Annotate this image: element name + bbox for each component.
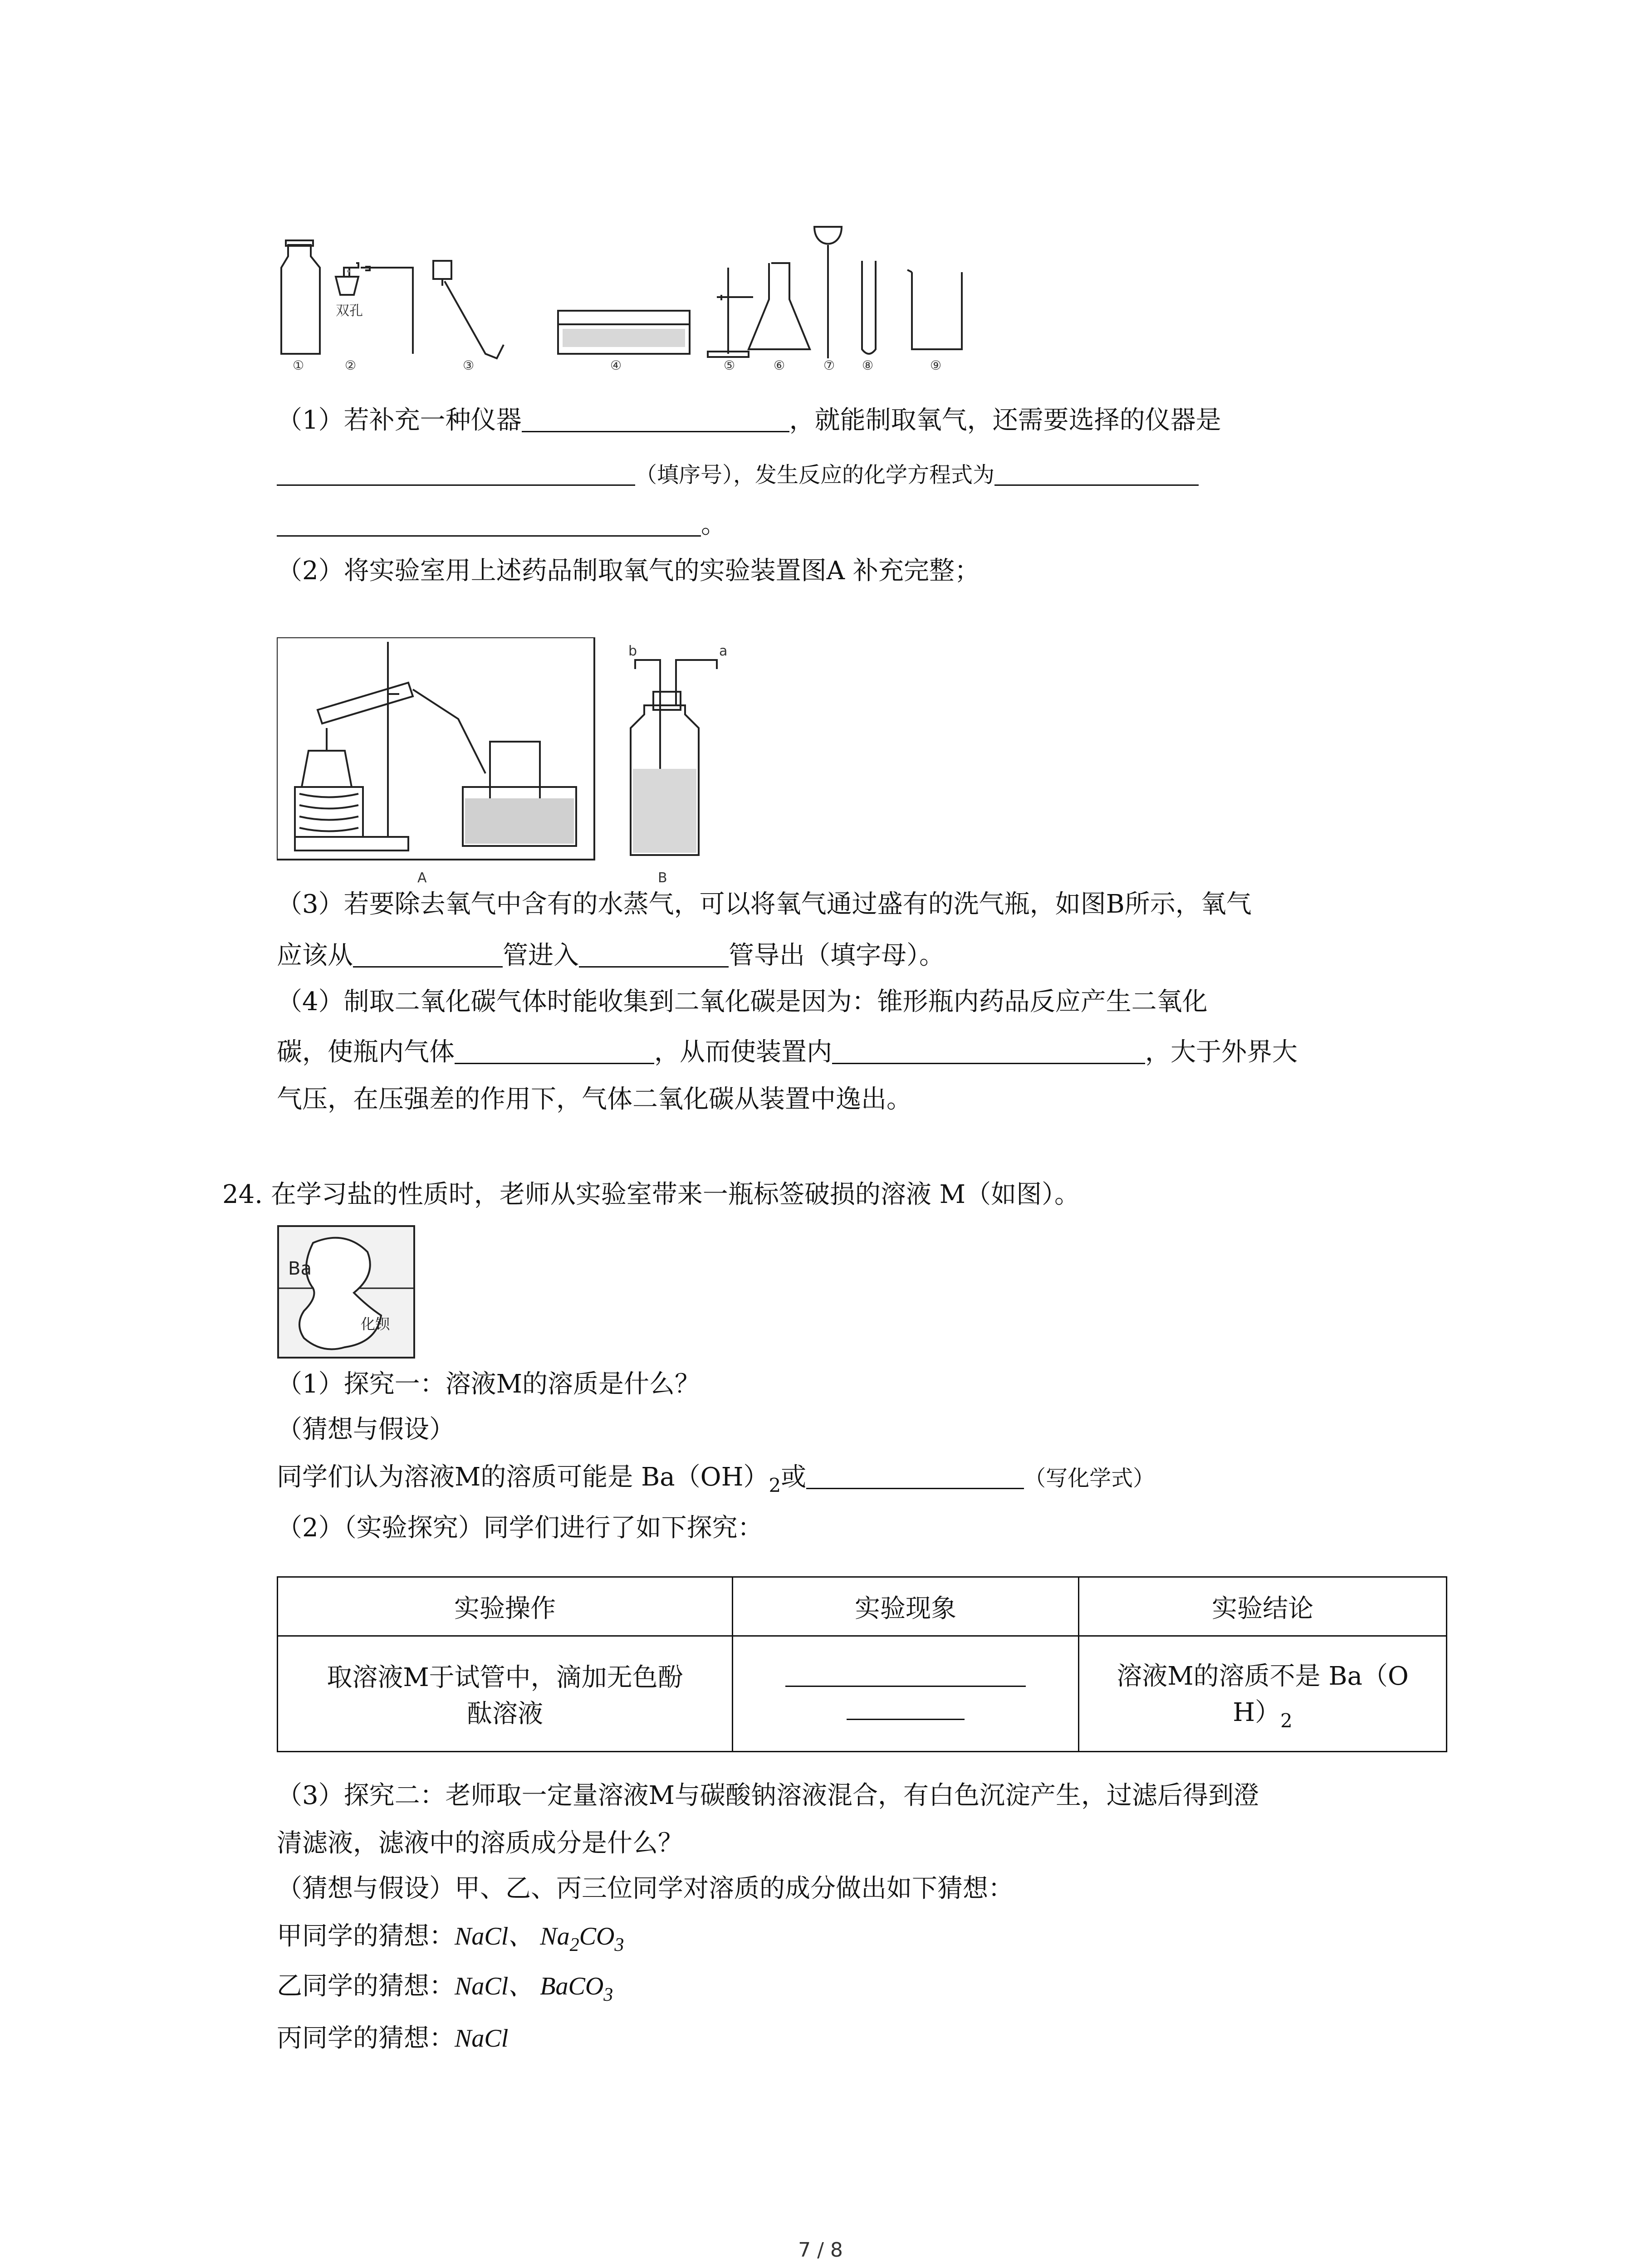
apparatus-label: ③ <box>463 358 475 373</box>
answer-blank[interactable] <box>277 508 701 537</box>
answer-blank[interactable] <box>785 1667 1026 1687</box>
apparatus-label: ⑤ <box>724 358 735 373</box>
guess-jia: 甲同学的猜想：NaCl、 $Na_2CO_3$ <box>277 1921 624 1955</box>
q24-guess-title: （猜想与假设） <box>277 1415 455 1444</box>
table-cell-phenomenon[interactable] <box>733 1636 1079 1752</box>
q23-part4-line2: 碳，使瓶内气体 ，从而使装置内 ，大于外界大 <box>277 1036 1298 1067</box>
answer-blank[interactable] <box>522 404 789 432</box>
tube-label-b: b <box>628 643 637 659</box>
label-text-huaba: 化钡 <box>361 1315 390 1333</box>
q24-stem: 24. 在学习盐的性质时，老师从实验室带来一瓶标签破损的溶液 M（如图）。 <box>222 1180 1080 1209</box>
answer-blank[interactable] <box>994 457 1199 486</box>
apparatus-label: ⑧ <box>862 358 874 373</box>
table-header: 实验操作 <box>278 1577 733 1636</box>
answer-blank[interactable] <box>847 1701 965 1720</box>
guess-yi: 乙同学的猜想：NaCl、 BaCO$_3$ <box>277 1971 613 2005</box>
answer-blank[interactable] <box>579 939 729 968</box>
apparatus-label: ⑥ <box>774 358 785 373</box>
q24-part3-line1: （3）探究二：老师取一定量溶液M与碳酸钠溶液混合，有白色沉淀产生，过滤后得到澄 <box>277 1781 1259 1810</box>
apparatus-label: ⑨ <box>930 358 942 373</box>
answer-blank[interactable] <box>832 1036 1145 1064</box>
answer-blank[interactable] <box>277 457 635 486</box>
q23-part2: （2）将实验室用上述药品制取氧气的实验装置图A 补充完整； <box>277 556 980 586</box>
table-header: 实验结论 <box>1079 1577 1447 1636</box>
q23-part4-line3: 气压，在压强差的作用下，气体二氧化碳从装置中逸出。 <box>277 1085 912 1114</box>
label-text-ba: Ba <box>288 1258 312 1279</box>
setup-label-b: B <box>658 870 667 886</box>
q24-part1: （1）探究一：溶液M的溶质是什么？ <box>277 1369 700 1399</box>
experiment-table <box>277 1576 1447 1752</box>
table-header: 实验现象 <box>733 1577 1079 1636</box>
table-cell-operation: 取溶液M于试管中，滴加无色酚 酞溶液 <box>278 1636 733 1752</box>
setup-figure <box>277 637 753 896</box>
stopper-label: 双孔 <box>336 303 363 319</box>
answer-blank[interactable] <box>455 1036 654 1064</box>
q23-part1-line1: （1）若补充一种仪器 ，就能制取氧气，还需要选择的仪器是 <box>277 404 1221 435</box>
setup-label-a: A <box>417 870 427 886</box>
q24-guess-intro: （猜想与假设）甲、乙、丙三位同学对溶质的成分做出如下猜想： <box>277 1874 1014 1903</box>
apparatus-label: ④ <box>610 358 622 373</box>
q24-guess-line: 同学们认为溶液M的溶质可能是 $Ba(OH)_2$或 （写化学式） <box>277 1461 1155 1497</box>
label-figure <box>277 1225 417 1361</box>
answer-blank[interactable] <box>806 1461 1024 1489</box>
q24-part3-line2: 清滤液，滤液中的溶质成分是什么？ <box>277 1828 683 1858</box>
q23-part4-line1: （4）制取二氧化碳气体时能收集到二氧化碳是因为：锥形瓶内药品反应产生二氧化 <box>277 987 1208 1017</box>
apparatus-figure <box>272 213 1007 395</box>
answer-blank[interactable] <box>353 939 503 968</box>
apparatus-label: ① <box>293 358 304 373</box>
page-number: 7 / 8 <box>798 2239 843 2262</box>
q24-part2: （2）（实验探究）同学们进行了如下探究： <box>277 1513 763 1543</box>
apparatus-label: ② <box>345 358 357 373</box>
apparatus-label: ⑦ <box>823 358 835 373</box>
tube-label-a: a <box>719 643 728 659</box>
table-cell-conclusion: 溶液M的溶质不是 Ba（O $H)_2$ <box>1079 1636 1447 1752</box>
q23-part3-line2: 应该从 管进入 管导出（填字母）。 <box>277 939 945 971</box>
q23-part1-line3: 。 <box>277 508 726 540</box>
q23-part3-line1: （3）若要除去氧气中含有的水蒸气，可以将氧气通过盛有的洗气瓶，如图B所示，氧气 <box>277 890 1252 919</box>
guess-bing: 丙同学的猜想：NaCl <box>277 2024 509 2053</box>
q23-part1-line2: （填序号），发生反应的化学方程式为 <box>277 457 1199 489</box>
